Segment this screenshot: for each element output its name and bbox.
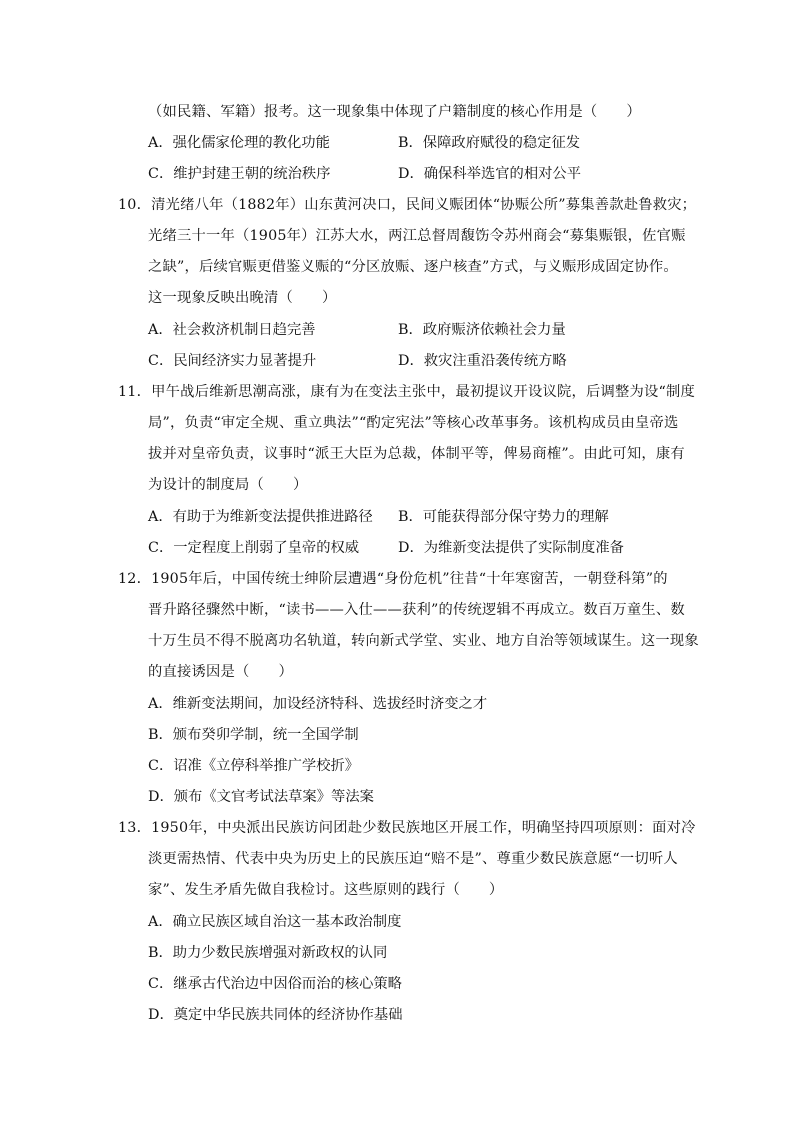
q13-option-a: A．确立民族区域自治这一基本政治制度	[148, 914, 402, 930]
q11-option-b: B．可能获得部分保守势力的理解	[398, 509, 609, 525]
q13-option-b: B．助力少数民族增强对新政权的认同	[148, 945, 388, 961]
q13-stem-line-3: 家”、发生矛盾先做自我检讨。这些原则的践行（ ）	[148, 882, 504, 898]
q12-option-c: C．诏准《立停科举推广学校折》	[148, 758, 360, 774]
q10-stem-line-1: 10．清光绪八年（1882年）山东黄河决口，民间义赈团体“协赈公所”募集善款赴鲁救灾；	[118, 197, 697, 213]
q10-option-d: D．救灾注重沿袭传统方略	[398, 353, 567, 369]
q12-stem-line-4: 的直接诱因是（ ）	[148, 664, 293, 680]
q11-option-d: D．为维新变法提供了实际制度准备	[398, 540, 624, 556]
q13-option-c: C．继承古代治边中因俗而治的核心策略	[148, 976, 402, 992]
q11-stem-line-2: 局”，负责“审定全规、重立典法”“酌定宪法”等核心改革事务。该机构成员由皇帝选	[148, 415, 679, 431]
q9-stem-tail: （如民籍、军籍）报考。这一现象集中体现了户籍制度的核心作用是（ ）	[148, 104, 641, 120]
q11-option-c: C．一定程度上削弱了皇帝的权威	[148, 540, 360, 556]
q9-option-a: A．强化儒家伦理的教化功能	[148, 135, 330, 151]
q11-option-a: A．有助于为维新变法提供推进路径	[148, 509, 373, 525]
q10-stem-line-2: 光绪三十一年（1905年）江苏大水，两江总督周馥饬令苏州商会“募集赈银，佐官赈	[148, 228, 686, 244]
q11-stem-line-3: 拔并对皇帝负责，议事时“派王大臣为总裁，体制平等，俾易商榷”。由此可知，康有	[148, 446, 685, 462]
q13-stem-line-1: 13．1950年，中央派出民族访问团赴少数民族地区开展工作，明确坚持四项原则：面对冷	[118, 820, 696, 836]
q12-stem-line-1: 12．1905年后，中国传统士绅阶层遭遇“身份危机”往昔“十年寒窗苦，一朝登科第”的	[118, 571, 668, 587]
q10-option-a: A．社会救济机制日趋完善	[148, 322, 316, 338]
q12-stem-line-2: 晋升路径骤然中断，“读书——入仕——获利”的传统逻辑不再成立。数百万童生、数	[148, 602, 685, 618]
q9-option-c: C．维护封建王朝的统治秩序	[148, 166, 331, 182]
q12-option-b: B．颁布癸卯学制，统一全国学制	[148, 727, 359, 743]
q11-stem-line-4: 为设计的制度局（ ）	[148, 477, 308, 493]
q12-stem-line-3: 十万生员不得不脱离功名轨道，转向新式学堂、实业、地方自治等领域谋生。这一现象	[148, 633, 699, 649]
q10-option-c: C．民间经济实力显著提升	[148, 353, 317, 369]
q9-option-d: D．确保科举选官的相对公平	[398, 166, 582, 182]
q10-stem-line-4: 这一现象反映出晚清（ ）	[148, 290, 337, 306]
q13-stem-line-2: 淡更需热情、代表中央为历史上的民族压迫“赔不是”、尊重少数民族意愿“一切听人	[148, 851, 678, 867]
q10-option-b: B．政府赈济依赖社会力量	[398, 322, 566, 338]
q12-option-a: A．维新变法期间，加设经济特科、选拔经时济变之才	[148, 696, 488, 712]
q12-option-d: D．颁布《文官考试法草案》等法案	[148, 789, 374, 805]
q10-stem-line-3: 之缺”，后续官赈更借鉴义赈的“分区放赈、逐户核查”方式，与义赈形成固定协作。	[148, 259, 678, 275]
q11-stem-line-1: 11．甲午战后维新思潮高涨，康有为在变法主张中，最初提议开设议院，后调整为设“制度	[118, 384, 695, 400]
q9-option-b: B．保障政府赋役的稳定征发	[398, 135, 581, 151]
q13-option-d: D．奠定中华民族共同体的经济协作基础	[148, 1007, 403, 1023]
